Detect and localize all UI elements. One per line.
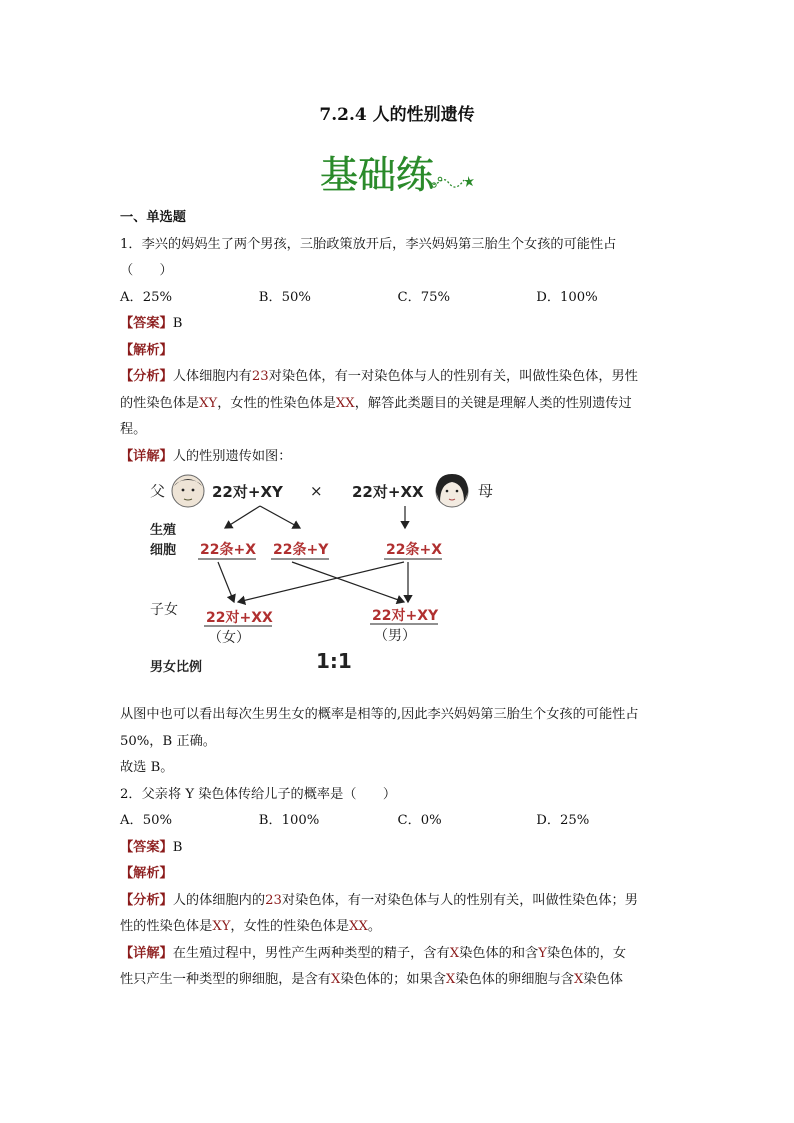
section-heading: 一、单选题 xyxy=(120,210,186,225)
gamete-mother-x: 22条+X xyxy=(386,542,443,558)
gamete-father-y: 22条+Y xyxy=(273,542,329,558)
children-row-label: 子女 xyxy=(150,602,178,618)
q2-fenxi-line-2: 性的性染色体是XY，女性的性染色体是XX。 xyxy=(120,919,382,934)
document-title: 7.2.4 人的性别遗传 xyxy=(319,105,475,125)
brand-logo-text: 基础练 xyxy=(320,153,435,197)
mother-label: 母 xyxy=(478,482,494,500)
gamete-row-label-2: 细胞 xyxy=(150,543,177,558)
inheritance-diagram-svg xyxy=(120,474,675,692)
q1-fenxi-line-3: 程。 xyxy=(120,422,147,437)
father-label: 父 xyxy=(150,482,166,500)
q1-option-b: B．50% xyxy=(258,289,311,305)
ratio-row-label: 男女比例 xyxy=(150,660,203,675)
q1-fenxi-line-2: 的性染色体是XY，女性的性染色体是XX，解答此类题目的关键是理解人类的性别遗传过 xyxy=(120,395,632,411)
q1-after-line-2: 50%，B 正确。 xyxy=(120,733,216,749)
child-son-sex: （男） xyxy=(374,628,416,644)
q1-option-d: D．100% xyxy=(536,289,598,305)
q2-stem: 2．父亲将 Y 染色体传给儿子的概率是（ ） xyxy=(120,786,397,802)
q1-conclusion: 故选 B。 xyxy=(120,760,174,775)
q1-paren: （ ） xyxy=(120,263,173,278)
q1-fenxi-line-1: 【分析】人体细胞内有23对染色体，有一对染色体与人的性别有关，叫做性染色体，男性 xyxy=(120,369,638,384)
arrow-fx-to-daughter xyxy=(218,562,234,602)
father-genotype: 22对+XY xyxy=(212,483,283,501)
q2-analysis-tag: 【解析】 xyxy=(120,866,173,881)
q1-xiangjie: 【详解】人的性别遗传如图： xyxy=(120,448,292,464)
mother-genotype: 22对+XX xyxy=(352,483,424,501)
q1-analysis-tag: 【解析】 xyxy=(120,342,173,358)
arrow-fy-to-son xyxy=(292,562,404,602)
arrow-father-to-gamete-x xyxy=(225,506,260,528)
gamete-father-x: 22条+X xyxy=(200,542,257,558)
child-daughter-genotype: 22对+XX xyxy=(206,610,273,626)
q2-xiangjie-line-1: 【详解】在生殖过程中，男性产生两种类型的精子，含有X染色体的和含Y染色体的，女 xyxy=(120,945,627,961)
gamete-row-label-1: 生殖 xyxy=(150,523,177,538)
q2-options xyxy=(120,808,675,835)
q1-answer: 【答案】B xyxy=(120,316,183,331)
sex-ratio: 1:1 xyxy=(316,649,352,673)
q1-stem: 1．李兴的妈妈生了两个男孩，三胎政策放开后，李兴妈妈第三胎生个女孩的可能性占 xyxy=(120,236,617,252)
q2-option-a: A．50% xyxy=(120,813,173,828)
child-daughter-sex: （女） xyxy=(208,630,250,646)
mother-avatar-icon xyxy=(436,474,468,507)
document-body xyxy=(120,205,675,994)
brand-logo xyxy=(320,144,480,197)
q2-option-d: D．25% xyxy=(536,813,590,828)
q1-option-a: A．25% xyxy=(120,289,173,305)
q2-xiangjie-line-2: 性只产生一种类型的卵细胞，是含有X染色体的；如果含X染色体的卵细胞与含X染色体 xyxy=(120,972,623,987)
q1-option-c: C．75% xyxy=(397,289,451,305)
q2-option-b: B．100% xyxy=(258,813,320,828)
arrow-father-to-gamete-y xyxy=(260,506,300,528)
arrow-mx-to-daughter xyxy=(238,562,404,602)
inheritance-diagram xyxy=(120,474,675,692)
child-son-genotype: 22对+XY xyxy=(372,608,439,624)
q2-option-c: C．0% xyxy=(397,813,442,828)
q2-answer: 【答案】B xyxy=(120,839,183,855)
father-avatar-icon xyxy=(172,475,204,507)
vine-decoration-icon xyxy=(428,170,476,192)
cross-symbol: × xyxy=(310,482,323,500)
q1-options xyxy=(120,285,675,312)
q1-after-line-1: 从图中也可以看出每次生男生女的概率是相等的,因此李兴妈妈第三胎生个女孩的可能性占 xyxy=(120,707,639,722)
q2-fenxi-line-1: 【分析】人的体细胞内的23对染色体，有一对染色体与人的性别有关，叫做性染色体；男 xyxy=(120,892,638,908)
